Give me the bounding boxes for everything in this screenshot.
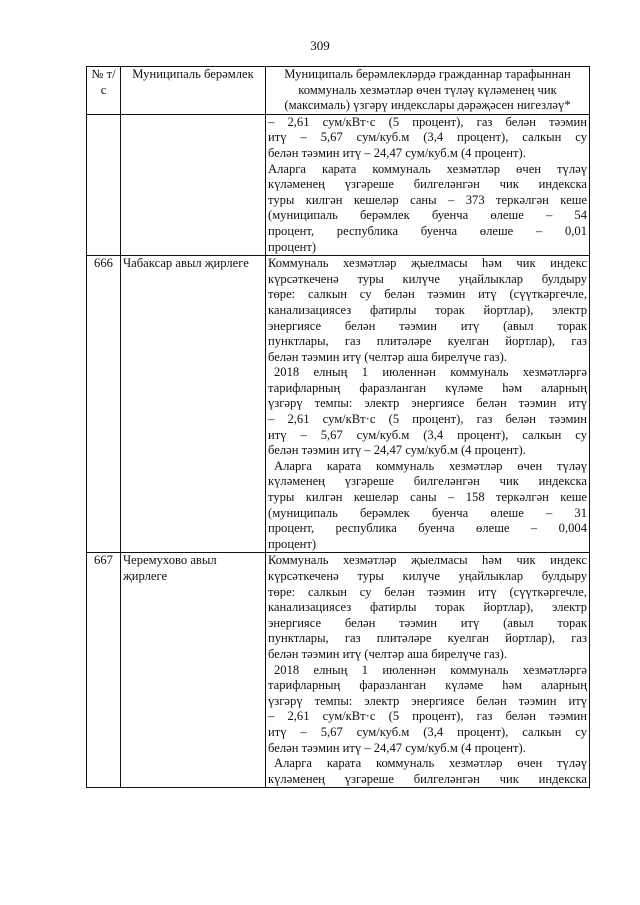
desc-line: Аларга карата коммуналь хезмәтләр өчен түләү xyxy=(268,161,587,176)
desc-line: төре: салкын су белән тәэмин итү (сүүткәргечле, xyxy=(268,287,587,302)
desc-line: күрсәткеченә туры килүче уңайлыклар булдыру xyxy=(268,271,587,286)
desc-line: туры килгән кешеләр саны – 373 теркәлгән кеше xyxy=(268,192,587,207)
cell-municipality-empty xyxy=(121,114,266,255)
desc-line: процент, республика буенча өлеше – 0,01 xyxy=(268,223,587,238)
desc-line: үзгәрү темпы: электр энергиясе белән тәэмин итү xyxy=(268,396,587,411)
header-num: № т/с xyxy=(87,67,121,115)
cell-description-continued xyxy=(266,114,590,255)
desc-line: Аларга карата коммуналь хезмәтләр өчен түләү xyxy=(274,756,587,771)
desc-line: – 2,61 сум/кВт·с (5 процент), газ белән тәэмин xyxy=(268,114,587,129)
row-number: 666 xyxy=(87,256,121,553)
desc-line: процент, республика буенча өлеше – 0,004 xyxy=(268,521,587,536)
desc-line: пунктлары, газ плитәләре куелган йортлар), газ xyxy=(268,334,587,349)
desc-line: (муниципаль берәмлек буенча өлеше – 31 xyxy=(268,505,587,520)
desc-line: – 2,61 сум/кВт·с (5 процент), газ белән тәэмин xyxy=(268,709,587,724)
header-description: Муниципаль берәмлекләрдә гражданнар тарафыннан коммуналь хезмәтләр өчен түләү күләменең чик (максималь) үзгәрү индекслары дәрәҗәсен нигезләү* xyxy=(266,67,590,115)
desc-line: (муниципаль берәмлек буенча өлеше – 54 xyxy=(268,208,587,223)
page-number: 309 xyxy=(310,38,330,53)
desc-line: Коммуналь хезмәтләр җыелмасы һәм чик индекс xyxy=(268,553,587,568)
desc-line: күләменең үзгәреше билгеләнгән чик индекска xyxy=(268,771,587,786)
desc-line: Аларга карата коммуналь хезмәтләр өчен түләү xyxy=(274,458,587,473)
desc-line: энергиясе белән тәэмин итү (авыл торак xyxy=(268,318,587,333)
desc-line: белән тәэмин итү – 24,47 сум/куб.м (4 процент). xyxy=(268,443,526,458)
desc-line: тарифларның фаразланган күләме һәм аларның xyxy=(268,380,587,395)
table-row xyxy=(87,256,590,553)
desc-line: Коммуналь хезмәтләр җыелмасы һәм чик индекс xyxy=(268,256,587,271)
desc-line: белән тәэмин итү (челтәр аша бирелүче газ). xyxy=(268,646,507,661)
desc-line: туры килгән кешеләр саны – 158 теркәлгән кеше xyxy=(268,490,587,505)
tariff-table xyxy=(86,66,590,788)
desc-line: төре: салкын су белән тәэмин итү (сүүткәргечле, xyxy=(268,584,587,599)
desc-line: белән тәэмин итү – 24,47 сум/куб.м (4 процент). xyxy=(268,740,526,755)
header-municipality: Муниципаль берәмлек xyxy=(121,67,266,115)
row-municipality: Черемухово авыл җирлеге xyxy=(121,553,266,788)
desc-line: үзгәрү темпы: электр энергиясе белән тәэмин итү xyxy=(268,693,587,708)
table-header-row xyxy=(87,67,590,115)
table-row xyxy=(87,553,590,788)
desc-line: энергиясе белән тәэмин итү (авыл торак xyxy=(268,615,587,630)
desc-line: итү – 5,67 сум/куб.м (3,4 процент), салкын су xyxy=(268,130,587,145)
desc-line: күләменең үзгәреше билгеләнгән чик индекска xyxy=(268,474,587,489)
desc-line: процент) xyxy=(268,239,317,254)
desc-line: белән тәэмин итү (челтәр аша бирелүче газ). xyxy=(268,349,507,364)
desc-line: тарифларның фаразланган күләме һәм аларның xyxy=(268,678,587,693)
row-description xyxy=(266,256,590,553)
desc-line: канализациясез фатирлы торак йортлар), электр xyxy=(268,302,587,317)
desc-line: күләменең үзгәреше билгеләнгән чик индекска xyxy=(268,177,587,192)
desc-line: 2018 елның 1 июленнән коммуналь хезмәтләргә xyxy=(274,365,587,380)
desc-line: 2018 елның 1 июленнән коммуналь хезмәтләргә xyxy=(274,662,587,677)
desc-line: канализациясез фатирлы торак йортлар), электр xyxy=(268,600,587,615)
desc-line: белән тәэмин итү – 24,47 сум/куб.м (4 процент). xyxy=(268,145,526,160)
cell-num-empty xyxy=(87,114,121,255)
row-description xyxy=(266,553,590,788)
row-municipality: Чабаксар авыл җирлеге xyxy=(121,256,266,553)
row-number: 667 xyxy=(87,553,121,788)
desc-line: пунктлары, газ плитәләре куелган йортлар), газ xyxy=(268,631,587,646)
desc-line: процент) xyxy=(268,536,317,551)
table-row-continued xyxy=(87,114,590,255)
desc-line: – 2,61 сум/кВт·с (5 процент), газ белән тәэмин xyxy=(268,412,587,427)
desc-line: күрсәткеченә туры килүче уңайлыклар булдыру xyxy=(268,569,587,583)
desc-line: итү – 5,67 сум/куб.м (3,4 процент), салкын су xyxy=(268,724,587,739)
desc-line: итү – 5,67 сум/куб.м (3,4 процент), салкын су xyxy=(268,427,587,442)
